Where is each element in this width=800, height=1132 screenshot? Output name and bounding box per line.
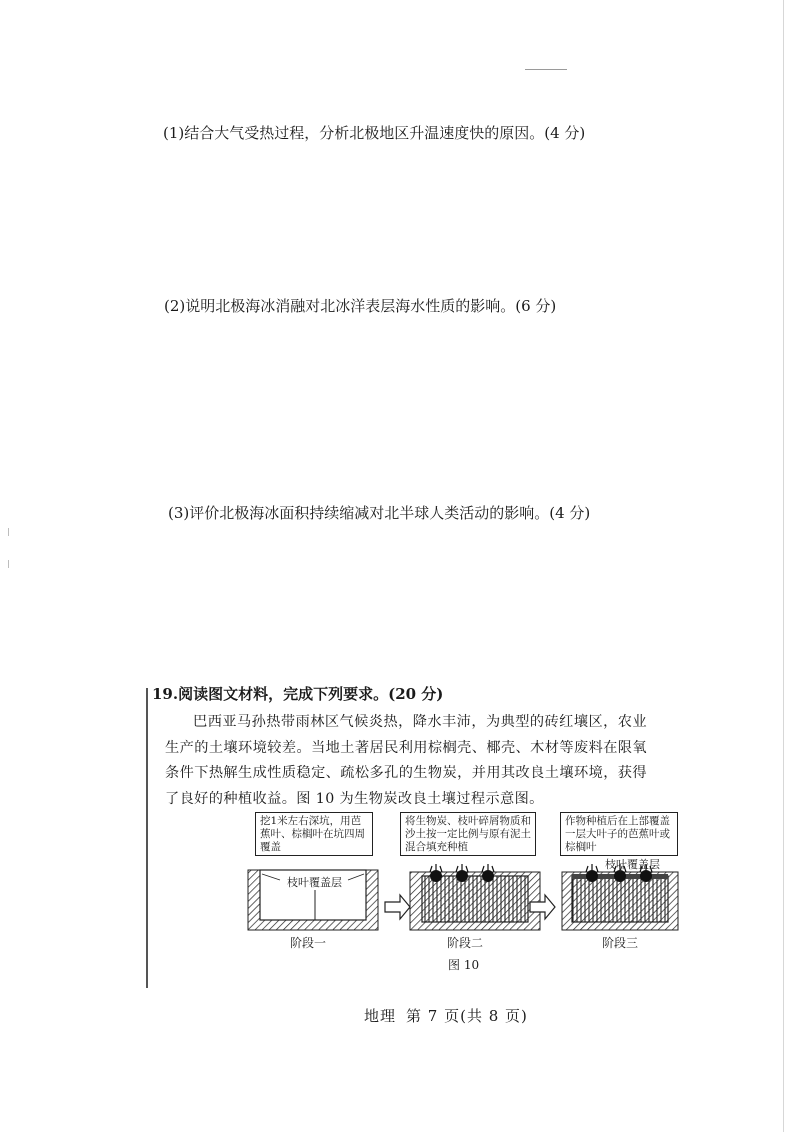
stage2-name: 阶段二 bbox=[447, 936, 484, 950]
question-1: (1)结合大气受热过程，分析北极地区升温速度快的原因。(4 分) bbox=[163, 124, 586, 142]
question-2: (2)说明北极海冰消融对北冰洋表层海水性质的影响。(6 分) bbox=[164, 297, 557, 315]
material-text: 巴西亚马孙热带雨林区气候炎热，降水丰沛，为典型的砖红壤区，农业生产的土壤环境较差。当地土著居民利用棕榈壳、椰壳、木材等废料在限氧条件下热解生成性质稳定、疏松多孔的生物炭，并用其改良土壤环境，获得了良好的种植收益。图 10 为生物炭改良土壤过程示意图。 bbox=[165, 714, 647, 807]
stage2-pit bbox=[410, 864, 540, 930]
arrow-right-icon bbox=[385, 895, 410, 919]
figure-caption: 图 10 bbox=[448, 958, 480, 972]
stage3-pit bbox=[562, 864, 678, 930]
page-footer bbox=[364, 1005, 538, 1026]
stage1-leaf-layer-label: 枝叶覆盖层 bbox=[287, 876, 342, 889]
footer-subject: 地理 bbox=[364, 1007, 397, 1025]
top-dash-mark bbox=[525, 69, 567, 70]
stage1-name: 阶段一 bbox=[290, 936, 327, 950]
stage3-leaf-layer-label: 枝叶覆盖层 bbox=[605, 858, 660, 871]
footer-page-number: 第 7 页(共 8 页) bbox=[406, 1007, 528, 1025]
margin-tick bbox=[8, 528, 9, 536]
question-19-material bbox=[165, 710, 647, 812]
stage3-name: 阶段三 bbox=[602, 936, 639, 950]
scan-edge-line bbox=[783, 0, 784, 1132]
question-19-title: 19.阅读图文材料，完成下列要求。(20 分) bbox=[152, 685, 444, 703]
stage1-description-box: 挖1米左右深坑，用芭蕉叶、棕榈叶在坑四周覆盖 bbox=[255, 812, 373, 856]
question-margin-bar bbox=[146, 688, 148, 988]
stage3-description-box: 作物种植后在上部覆盖一层大叶子的芭蕉叶或棕榈叶 bbox=[560, 812, 678, 856]
figure-10 bbox=[240, 810, 680, 970]
margin-tick bbox=[8, 560, 9, 568]
question-3: (3)评价北极海冰面积持续缩减对北半球人类活动的影响。(4 分) bbox=[168, 504, 591, 522]
stage2-description-box: 将生物炭、枝叶碎屑物质和沙土按一定比例与原有泥土混合填充种植 bbox=[400, 812, 536, 856]
